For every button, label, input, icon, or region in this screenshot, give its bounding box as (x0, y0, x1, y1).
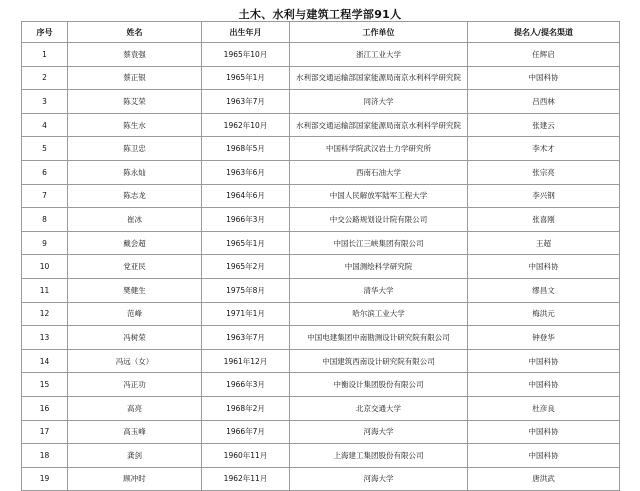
page-title: 土木、水利与建筑工程学部91人 (238, 8, 402, 21)
cell-work-unit: 同济大学 (290, 90, 468, 114)
cell-index: 2 (22, 66, 68, 90)
cell-birth-date: 1962年10月 (202, 113, 290, 137)
cell-index: 1 (22, 43, 68, 67)
cell-name: 冯正功 (68, 373, 202, 397)
cell-name: 蔡正银 (68, 66, 202, 90)
cell-name: 陈生水 (68, 113, 202, 137)
cell-work-unit: 水利部交通运输部国家能源局南京水利科学研究院 (290, 66, 468, 90)
cell-work-unit: 中国建筑西南设计研究院有限公司 (290, 349, 468, 373)
cell-name: 范峰 (68, 302, 202, 326)
table-row (22, 208, 620, 232)
table-row (22, 302, 620, 326)
table-row (22, 66, 620, 90)
cell-nominator: 李兴钢 (468, 184, 620, 208)
cell-work-unit: 中国人民解放军陆军工程大学 (290, 184, 468, 208)
table-row (22, 160, 620, 184)
cell-name: 党亚民 (68, 255, 202, 279)
cell-work-unit: 中国电建集团中南勘测设计研究院有限公司 (290, 326, 468, 350)
table-row (22, 43, 620, 67)
cell-nominator: 杜彦良 (468, 396, 620, 420)
cell-nominator: 吕西林 (468, 90, 620, 114)
cell-work-unit: 中国科学院武汉岩土力学研究所 (290, 137, 468, 161)
cell-name: 高玉峰 (68, 420, 202, 444)
cell-index: 3 (22, 90, 68, 114)
header-index: 序号 (22, 22, 68, 43)
table-row (22, 373, 620, 397)
cell-birth-date: 1965年2月 (202, 255, 290, 279)
table-row (22, 113, 620, 137)
cell-index: 14 (22, 349, 68, 373)
cell-nominator: 王超 (468, 231, 620, 255)
cell-birth-date: 1961年12月 (202, 349, 290, 373)
table-row (22, 467, 620, 491)
table-row (22, 137, 620, 161)
cell-name: 冯树荣 (68, 326, 202, 350)
cell-birth-date: 1962年11月 (202, 467, 290, 491)
cell-birth-date: 1968年5月 (202, 137, 290, 161)
cell-work-unit: 水利部交通运输部国家能源局南京水利科学研究院 (290, 113, 468, 137)
cell-birth-date: 1966年3月 (202, 373, 290, 397)
cell-nominator: 李术才 (468, 137, 620, 161)
table-row (22, 326, 620, 350)
cell-birth-date: 1963年7月 (202, 326, 290, 350)
cell-nominator: 唐洪武 (468, 467, 620, 491)
cell-index: 19 (22, 467, 68, 491)
cell-name: 冯远（女） (68, 349, 202, 373)
table-row (22, 184, 620, 208)
cell-birth-date: 1971年1月 (202, 302, 290, 326)
cell-index: 18 (22, 444, 68, 468)
cell-name: 陈卫忠 (68, 137, 202, 161)
header-nominator: 提名人/提名渠道 (468, 22, 620, 43)
cell-index: 6 (22, 160, 68, 184)
cell-birth-date: 1966年7月 (202, 420, 290, 444)
table-body (22, 43, 620, 491)
cell-work-unit: 哈尔滨工业大学 (290, 302, 468, 326)
cell-work-unit: 中国长江三峡集团有限公司 (290, 231, 468, 255)
cell-birth-date: 1964年6月 (202, 184, 290, 208)
cell-nominator: 中国科协 (468, 349, 620, 373)
cell-birth-date: 1965年1月 (202, 231, 290, 255)
cell-nominator: 中国科协 (468, 444, 620, 468)
table-row (22, 420, 620, 444)
cell-index: 4 (22, 113, 68, 137)
table-row (22, 90, 620, 114)
cell-name: 陈志龙 (68, 184, 202, 208)
cell-work-unit: 中国测绘科学研究院 (290, 255, 468, 279)
cell-nominator: 中国科协 (468, 255, 620, 279)
cell-birth-date: 1975年8月 (202, 278, 290, 302)
cell-nominator: 张喜刚 (468, 208, 620, 232)
cell-nominator: 缪昌文 (468, 278, 620, 302)
cell-index: 16 (22, 396, 68, 420)
cell-nominator: 梅洪元 (468, 302, 620, 326)
cell-work-unit: 中衡设计集团股份有限公司 (290, 373, 468, 397)
cell-work-unit: 中交公路规划设计院有限公司 (290, 208, 468, 232)
cell-name: 崔冰 (68, 208, 202, 232)
header-birth-date: 出生年月 (202, 22, 290, 43)
cell-name: 陈艾荣 (68, 90, 202, 114)
cell-birth-date: 1960年11月 (202, 444, 290, 468)
cell-index: 17 (22, 420, 68, 444)
cell-nominator: 张宗亮 (468, 160, 620, 184)
cell-name: 陈永灿 (68, 160, 202, 184)
cell-index: 9 (22, 231, 68, 255)
cell-index: 7 (22, 184, 68, 208)
cell-birth-date: 1966年3月 (202, 208, 290, 232)
cell-name: 龚剑 (68, 444, 202, 468)
cell-work-unit: 西南石油大学 (290, 160, 468, 184)
cell-name: 樊健生 (68, 278, 202, 302)
table-row (22, 255, 620, 279)
cell-birth-date: 1963年6月 (202, 160, 290, 184)
cell-index: 13 (22, 326, 68, 350)
cell-nominator: 钟登华 (468, 326, 620, 350)
header-work-unit: 工作单位 (290, 22, 468, 43)
cell-index: 8 (22, 208, 68, 232)
table-row (22, 444, 620, 468)
cell-work-unit: 浙江工业大学 (290, 43, 468, 67)
cell-birth-date: 1965年1月 (202, 66, 290, 90)
cell-work-unit: 河海大学 (290, 420, 468, 444)
cell-index: 15 (22, 373, 68, 397)
table-row (22, 278, 620, 302)
cell-name: 戴会超 (68, 231, 202, 255)
cell-index: 5 (22, 137, 68, 161)
nominee-table (21, 21, 620, 491)
table-header-row (22, 22, 620, 43)
table-row (22, 231, 620, 255)
header-name: 姓名 (68, 22, 202, 43)
cell-birth-date: 1968年2月 (202, 396, 290, 420)
cell-index: 11 (22, 278, 68, 302)
cell-nominator: 任辉启 (468, 43, 620, 67)
cell-name: 蔡袁强 (68, 43, 202, 67)
cell-nominator: 张建云 (468, 113, 620, 137)
cell-nominator: 中国科协 (468, 373, 620, 397)
cell-nominator: 中国科协 (468, 420, 620, 444)
cell-name: 高亮 (68, 396, 202, 420)
cell-birth-date: 1965年10月 (202, 43, 290, 67)
cell-work-unit: 清华大学 (290, 278, 468, 302)
cell-nominator: 中国科协 (468, 66, 620, 90)
table-row (22, 396, 620, 420)
cell-work-unit: 北京交通大学 (290, 396, 468, 420)
table-row (22, 349, 620, 373)
cell-work-unit: 河海大学 (290, 467, 468, 491)
cell-name: 顾冲时 (68, 467, 202, 491)
cell-index: 10 (22, 255, 68, 279)
cell-birth-date: 1963年7月 (202, 90, 290, 114)
cell-work-unit: 上海建工集团股份有限公司 (290, 444, 468, 468)
cell-index: 12 (22, 302, 68, 326)
